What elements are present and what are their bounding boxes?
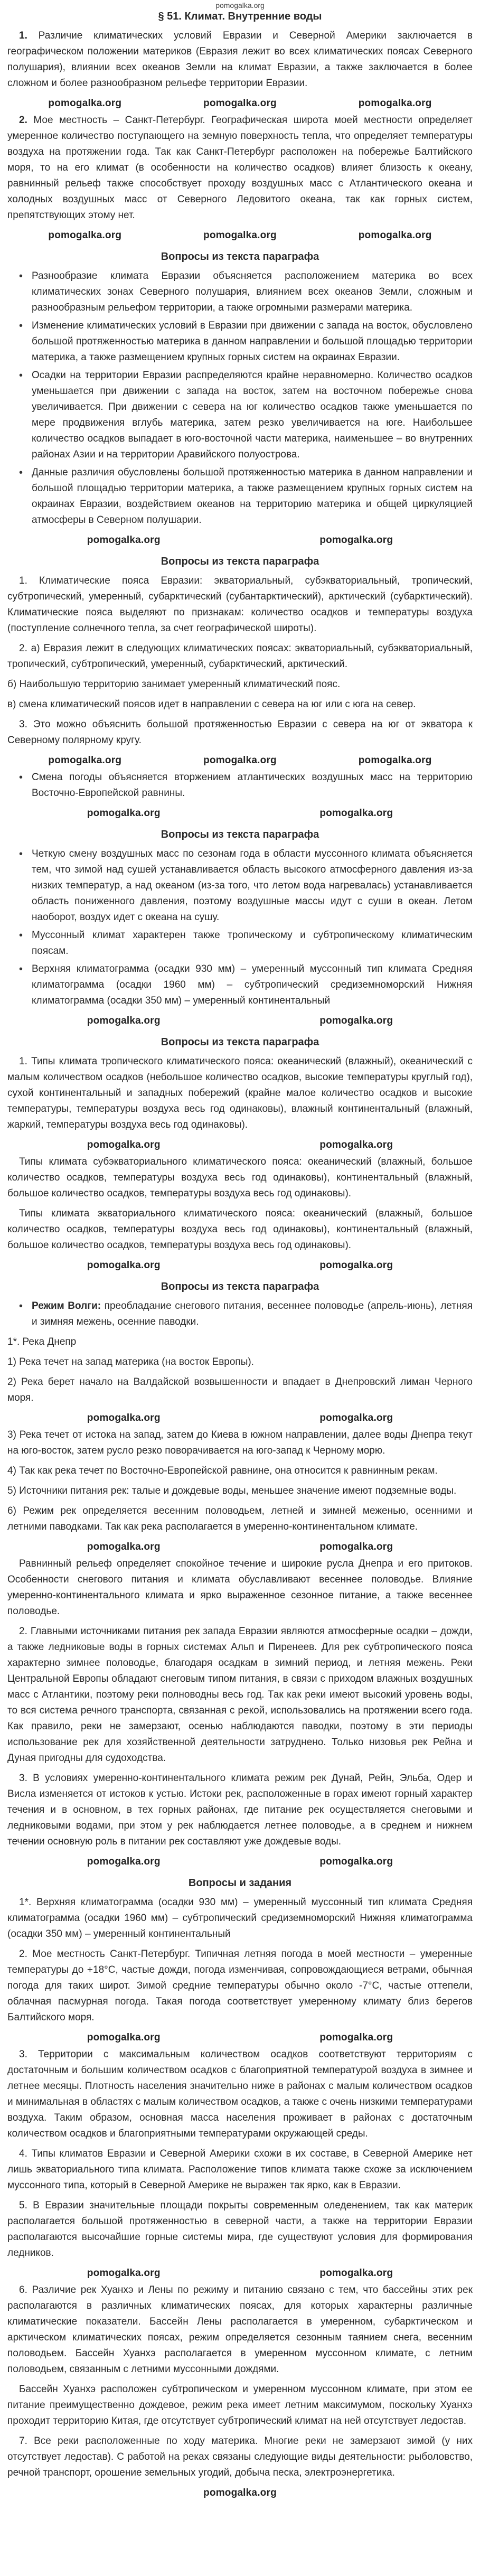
- paragraph: 4) Так как река течет по Восточно-Европейской равнине, она относится к равнинным рекам.: [7, 1465, 438, 1476]
- list-item: • Данные различия обусловлены большой протяженностью материка в данном направлении и большой площадью территории материка, а также размещением крупных горных систем на окраинах Евразии, воздействием океанов на территорию материка и общей циркуляцией атмосферы в Северном полушарии.: [32, 465, 473, 528]
- watermark-row: [7, 2030, 473, 2046]
- watermark: pomogalka.org: [319, 1856, 393, 1867]
- watermark: pomogalka.org: [87, 1412, 161, 1423]
- list-item: • Четкую смену воздушных масс по сезонам года в области муссонного климата объясняется тем, что зимой над сушей устанавливается область высокого атмосферного давления из-за низких температур, а над океаном (из-за того, что летом вода нагревалась) устанавливается область пониженного давления, поэтому воздушные массы идут с суши в океан. Летом наоборот, воздух идет с океана на сушу.: [32, 846, 473, 925]
- watermark-row: [7, 228, 473, 243]
- list-item: • Разнообразие климата Евразии объясняется расположением материка во всех климатических зонах Северного полушария, влиянием всех океанов Земли, сложным и разнообразным рельефом территории, а также огромными размерами материка.: [32, 268, 473, 316]
- paragraph: 1*. Верхняя климатограмма (осадки 930 мм) – умеренный муссонный тип климата Средняя климатограмма (осадки 1960 мм) – субтропический средиземноморский Нижняя климатограмма (осадки 350 мм) – умеренный континентальный: [7, 1897, 473, 1940]
- watermark: pomogalka.org: [319, 1260, 393, 1271]
- list-item: • Муссонный климат характерен также тропическому и субтропическому климатическим поясам.: [32, 928, 473, 959]
- watermark: pomogalka.org: [203, 2487, 277, 2498]
- paragraph-text: Различие климатических условий Евразии и Северной Америки заключается в географическом положении материков (Евразия лежит во всех климатических поясах Северного полушария), влиянии всех океанов Земли на климат Евразии, а также заключается в более сложном и более разнообразном рельефе территории Евразии.: [7, 30, 473, 89]
- paragraph: 2. а) Евразия лежит в следующих климатических поясах: экваториальный, субэкваториальный, тропический, субтропический, умеренный, субарктический, арктический.: [7, 643, 473, 670]
- item-number: 1.: [19, 30, 27, 41]
- paragraph: Типы климата субэкваториального климатического пояса: океанический (влажный, большое количество осадков, температуры воздуха весь год одинаковы), континентальный (влажный, большое количество осадков, температуры воздуха весь год одинаковы).: [7, 1156, 473, 1199]
- paragraph: б) Наибольшую территорию занимает умеренный климатический пояс.: [7, 679, 341, 690]
- paragraph: 7. Все реки расположенные по ходу материка. Многие реки не замерзают зимой (у них отсутствует ледостав). С работой на реках связаны следующие виды деятельности: рыболовство, речной транспорт, орошение земельных угодий, добыча песка, электроэнергетика.: [7, 2436, 473, 2478]
- list-item: • Осадки на территории Евразии распределяются крайне неравномерно. Количество осадков уменьшается при движении с запада на восток, затем на восточном побережье снова увеличивается. При движении с севера на юг количество осадков также уменьшается по мере продвижения вглубь материка, затем резко увеличивается на юге. Наибольшее количество осадков выпадает в юго-восточной части материка, наименьшее – во внутренних районах Азии и на территории Аравийского полуострова.: [32, 368, 473, 463]
- list-item: • Смена погоды объясняется вторжением атлантических воздушных масс на территорию Восточно-Европейской равнины.: [32, 770, 473, 801]
- paragraph: 1. Климатические пояса Евразии: экваториальный, субэкваториальный, тропический, субтропический, умеренный, субарктический (субантарктический), арктический (субарктический). Климатические пояса выделяют по признакам: количество осадков и температуры воздуха (поступление солнечного тепла, за счет географической широты).: [7, 575, 473, 634]
- watermark: pomogalka.org: [203, 230, 277, 241]
- paragraph: 6. Различие рек Хуанхэ и Лены по режиму и питанию связано с тем, что бассейны этих рек располагаются в различных климатических поясах, для которых характерны различные климатические показатели. Бассейн Лены располагается в умеренном, субарктическом и арктическом климатических поясах, режим определяется сезонным таянием снега, весенним половодьем. Бассейн Хуанхэ располагается в умеренном муссонном климате, с летним половодьем, связанным с летними муссонными дождями.: [7, 2284, 473, 2375]
- watermark-row: [7, 805, 473, 821]
- bullet-list: [7, 846, 473, 1009]
- paragraph: 3) Река течет от истока на запад, затем до Киева в южном направлении, далее воды Днепра текут на юго-восток, затем русло резко поворачивается на юго-запад к Черному морю.: [7, 1429, 473, 1456]
- watermark: pomogalka.org: [358, 755, 432, 766]
- watermark: pomogalka.org: [319, 2268, 393, 2279]
- watermark-row: [7, 532, 473, 548]
- paragraph: Типы климата экваториального климатического пояса: океанический (влажный, большое количество осадков, температуры воздуха весь год одинаковы), континентальный (влажный, большое количество осадков, температуры воздуха весь год одинаковы).: [7, 1208, 473, 1251]
- watermark-row: [7, 2265, 473, 2281]
- watermark: pomogalka.org: [87, 535, 161, 546]
- watermark: pomogalka.org: [48, 98, 122, 109]
- page-title: § 51. Климат. Внутренние воды: [158, 11, 322, 22]
- watermark-row: [7, 1137, 473, 1153]
- watermark-row: [7, 96, 473, 111]
- paragraph: 5) Источники питания рек: талые и дождевые воды, меньшее значение имеют подземные воды.: [7, 1485, 457, 1496]
- watermark: pomogalka.org: [358, 230, 432, 241]
- paragraph: 6) Режим рек определяется весенним половодьем, летней и зимней меженью, осенними и летними паводками. Так как река располагается в умеренно-континентальном климате.: [7, 1505, 473, 1532]
- list-item-lead: Режим Волги:: [32, 1300, 101, 1312]
- paragraph: 2) Река берет начало на Валдайской возвышенности и впадает в Днепровский лиман Черного моря.: [7, 1376, 473, 1403]
- watermark-row: [7, 753, 473, 769]
- watermark: pomogalka.org: [319, 1412, 393, 1423]
- watermark: pomogalka.org: [48, 755, 122, 766]
- watermark-row: [7, 2485, 473, 2501]
- bullet-list: [7, 1298, 473, 1330]
- section-heading: Вопросы из текста параграфа: [161, 251, 319, 263]
- site-name[interactable]: pomogalka.org: [215, 1, 265, 10]
- paragraph: 2. Главными источниками питания рек запада Евразии являются атмосферные осадки – дожди, а также ледниковые воды в горных системах Альп и Пиренеев. Для рек субтропического пояса характерно зимнее половодье, благодаря осадкам в зимний период, и летняя межень. Реки Центральной Европы обладают снеговым типом питания, в связи с приходом влажных воздушных масс с Атлантики, поэтому реки полноводны весь год. Так как реки имеют высокий уровень воды, то вся система речного транспорта, связанная с рекой, использовались на протяжении всего года. Как правило, реки не замерзают, осенью наблюдаются паводки, поэтому в эти периоды использование рек для хозяйственной деятельности затруднено. Только низовья рек Рейна и Дуная пригодны для судоходства.: [7, 1626, 473, 1764]
- watermark: pomogalka.org: [319, 1139, 393, 1150]
- watermark-row: [7, 1013, 473, 1029]
- watermark-row: [7, 1539, 473, 1555]
- paragraph: 1) Река течет на запад материка (на восток Европы).: [7, 1356, 254, 1367]
- watermark-row: [7, 1258, 473, 1273]
- paragraph: 1. Типы климата тропического климатического пояса: океанический (влажный), океанический с малым количеством осадков (небольшое количество осадков, высокие температуры круглый год), сухой континентальный и западных побережий (крайне малое количество осадков и высокие температуры, температуры воздуха весь год одинаковы), влажный континентальный (влажный, жаркий, температуры воздуха весь год одинаковы).: [7, 1056, 473, 1130]
- watermark: pomogalka.org: [48, 230, 122, 241]
- watermark: pomogalka.org: [87, 1260, 161, 1271]
- watermark: pomogalka.org: [203, 755, 277, 766]
- watermark: pomogalka.org: [87, 1541, 161, 1552]
- paragraph: 3. Территории с максимальным количеством осадков соответствуют территориям с достаточным и большим количеством осадков с благоприятной температурой воздуха в зимнее и летнее месяцы. Плотность населения значительно ниже в районах с малым количеством осадков и минимальная в областях с малым количеством осадков, а также с очень низкими температурами воздуха. Таким образом, основная масса населения проживает в районах с достаточным количеством осадков и благоприятными температурами окружающей среды.: [7, 2049, 473, 2139]
- paragraph: 2. Мое местность Санкт-Петербург. Типичная летняя погода в моей местности – умеренные температуры до +18°С, частые дожди, погода изменчивая, сопровождающиеся ветрами, обычная погода для таких широт. Зимой средние температуры обычно около -7°С, частые оттепели, облачная пасмурная погода. Такая погода соответствует умеренному климату близ берегов Балтийского моря.: [7, 1949, 473, 2023]
- watermark: pomogalka.org: [87, 808, 161, 819]
- paragraph: Равнинный рельеф определяет спокойное течение и широкие русла Днепра и его притоков. Особенности снегового питания и климата обуславливают весеннее половодье. Влияние умеренно-континентального климата и ярко выраженное сезонное питание, а также весеннее половодье.: [7, 1558, 473, 1617]
- watermark-row: [7, 1410, 473, 1426]
- item-number: 2.: [19, 115, 27, 126]
- paragraph-text: Мое местность – Санкт-Петербург. Географическая широта моей местности определяет умеренное количество поступающего на земную поверхность тепла, что определяет температуры воздуха на протяжении года. Так как Санкт-Петербург расположен на побережье Балтийского моря, то на его климат (в особенности на количество осадков) влияет близость к океану, равнинный рельеф также способствует проходу воздушных масс с Атлантического океана и холодных воздушных масс от Северного Ледовитого океана, так как горных систем, препятствующих этому нет.: [7, 115, 473, 221]
- intro-paragraph-2: [7, 113, 473, 223]
- intro-paragraph-1: [7, 28, 473, 91]
- paragraph: 5. В Евразии значительные площади покрыты современным оледенением, так как материк располагается большой протяженностью в северной части, а также на территории Евразии располагаются высочайшие горные системы мира, где существуют условия для формирования ледников.: [7, 2200, 473, 2259]
- watermark: pomogalka.org: [87, 1015, 161, 1026]
- list-item: [32, 1298, 473, 1330]
- watermark: pomogalka.org: [319, 1015, 393, 1026]
- watermark: pomogalka.org: [87, 2032, 161, 2043]
- section-heading: Вопросы из текста параграфа: [161, 829, 319, 840]
- watermark: pomogalka.org: [87, 1139, 161, 1150]
- paragraph: 3. В условиях умеренно-континентального климата режим рек Дунай, Рейн, Эльба, Одер и Висла изменяется от истоков к устью. Истоки рек, расположенные в горах имеют горный характер течения и в основном, в тех горных районах, где питание рек осуществляется снеговыми и ледниковыми водами, при этом у рек наблюдается летнее половодье, а в среднем и нижнем течении основную роль в питании рек составляют уже дождевые воды.: [7, 1773, 473, 1847]
- section-heading: Вопросы и задания: [188, 1877, 292, 1889]
- list-item-text: преобладание снегового питания, весеннее половодье (апрель-июнь), летняя и зимняя межень, осенние паводки.: [32, 1300, 473, 1327]
- section-heading: Вопросы из текста параграфа: [161, 556, 319, 567]
- paragraph: Бассейн Хуанхэ расположен субтропическом и умеренном муссонном климате, при этом ее питание преимущественно дождевое, режим река имеет летним максимумом, поскольку Хуанхэ проходит территорию Китая, где отсутствует субтропический климат на ней отсутствует ледостав.: [7, 2384, 473, 2427]
- section-heading: Вопросы из текста параграфа: [161, 1036, 319, 1048]
- watermark: pomogalka.org: [319, 808, 393, 819]
- list-item: • Изменение климатических условий в Евразии при движении с запада на восток, обусловлено большой протяженностью материка в данном направлении и большой площадью территории материка, а также размещением крупных горных систем на окраинах Евразии.: [32, 318, 473, 366]
- paragraph: в) смена климатический поясов идет в направлении с севера на юг или с юга на север.: [7, 699, 416, 710]
- watermark: pomogalka.org: [203, 98, 277, 109]
- section-heading: Вопросы из текста параграфа: [161, 1281, 319, 1292]
- watermark: pomogalka.org: [319, 2032, 393, 2043]
- watermark-row: [7, 1854, 473, 1870]
- bullet-list: [7, 268, 473, 528]
- paragraph: 1*. Река Днепр: [7, 1336, 77, 1347]
- watermark: pomogalka.org: [319, 1541, 393, 1552]
- watermark: pomogalka.org: [87, 1856, 161, 1867]
- watermark: pomogalka.org: [319, 535, 393, 546]
- watermark: pomogalka.org: [358, 98, 432, 109]
- list-item: • Верхняя климатограмма (осадки 930 мм) – умеренный муссонный тип климата Средняя климатограмма (осадки 1960 мм) – субтропический средиземноморский Нижняя климатограмма (осадки 350 мм) – умеренный континентальный: [32, 961, 473, 1009]
- paragraph: 4. Типы климатов Евразии и Северной Америки схожи в их составе, в Северной Америке нет лишь экваториального типа климата. Расположение типов климата также схоже за исключением муссонного типа, который в Северной Америке не выражен так ярко, как в Евразии.: [7, 2148, 473, 2191]
- bullet-list: [7, 770, 473, 801]
- paragraph: 3. Это можно объяснить большой протяженностью Евразии с севера на юг от экватора к Северному полярному кругу.: [7, 719, 473, 746]
- watermark: pomogalka.org: [87, 2268, 161, 2279]
